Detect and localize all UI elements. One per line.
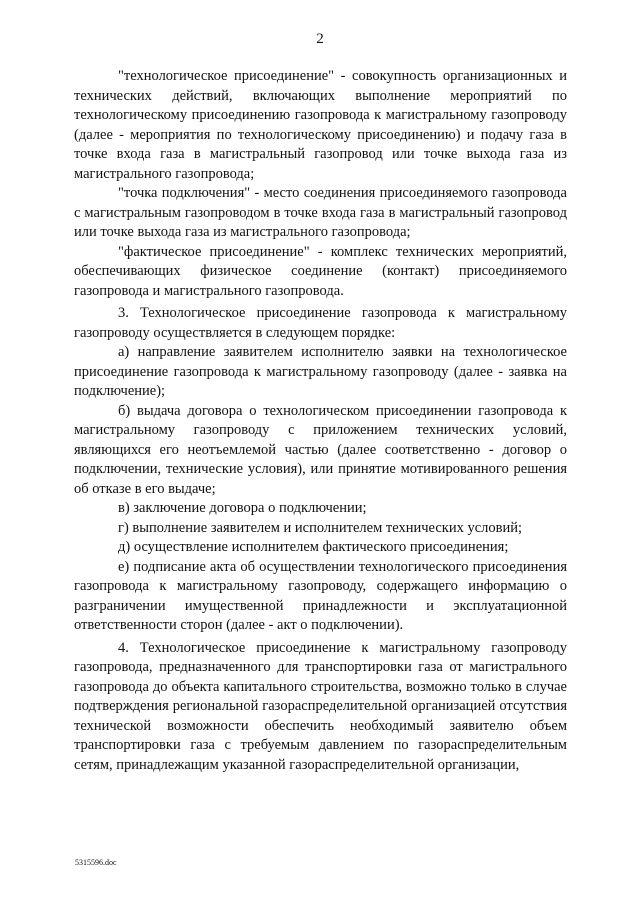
paragraph-clause-4: 4. Технологическое присоединение к магистральному газопроводу газопровода, предназначенного для транспортировки газа от магистрального газопровода до объекта капитального строительства, возможно только в случае подтверждения региональной газораспределительной организацией отсутствия технической возможности обеспечить необходимый заявителю объем транспортировки газа с требуемым давлением по газораспределительным сетям, принадлежащим указанной газораспределительной организации, <box>74 639 567 773</box>
paragraph-item-g: г) выполнение заявителем и исполнителем технических условий; <box>118 519 523 536</box>
page-number: 2 <box>316 31 324 47</box>
footer-document-code: 5315596.doc <box>75 858 117 867</box>
paragraph-clause-3: 3. Технологическое присоединение газопровода к магистральному газопроводу осуществляется в следующем порядке: <box>74 305 567 341</box>
paragraph-item-b: б) выдача договора о технологическом присоединении газопровода к магистральному газопроводу с приложением технических условий, являющихся его неотъемлемой частью (далее соответственно - договор о подключении, технические условия), или принятие мотивированного решения об отказе в его выдаче; <box>74 402 567 497</box>
paragraph-connection-point-definition: "точка подключения" - место соединения присоединяемого газопровода с магистральным газопроводом в точке входа газа в магистральный газопровод или точке выхода газа из магистрального газопровода; <box>74 185 567 240</box>
paragraph-item-d: д) осуществление исполнителем фактического присоединения; <box>118 539 509 555</box>
paragraph-technological-connection-definition: "технологическое присоединение" - совокупность организационных и технических действий, включающих выполнение мероприятий по технологическому присоединению газопровода к магистральному газопроводу (далее - мероприятия по технологическому присоединению) и подачу газа в точке входа газа в магистральный газопровод или точке выхода газа из магистрального газопровода; <box>74 68 567 182</box>
document-body <box>74 67 567 775</box>
paragraph-item-e: е) подписание акта об осуществлении технологического присоединения газопровода к магистральному газопроводу, содержащего информацию о разграничении имущественной принадлежности и эксплуатационной ответственности сторон (далее - акт о подключении). <box>74 558 567 633</box>
paragraph-item-a: а) направление заявителем исполнителю заявки на технологическое присоединение газопровода к магистральному газопроводу (далее - заявка на подключение); <box>74 344 567 399</box>
paragraph-item-v: в) заключение договора о подключении; <box>118 500 367 516</box>
paragraph-actual-connection-definition: "фактическое присоединение" - комплекс технических мероприятий, обеспечивающих физическое соединение (контакт) присоединяемого газопровода и магистрального газопровода. <box>74 243 567 299</box>
